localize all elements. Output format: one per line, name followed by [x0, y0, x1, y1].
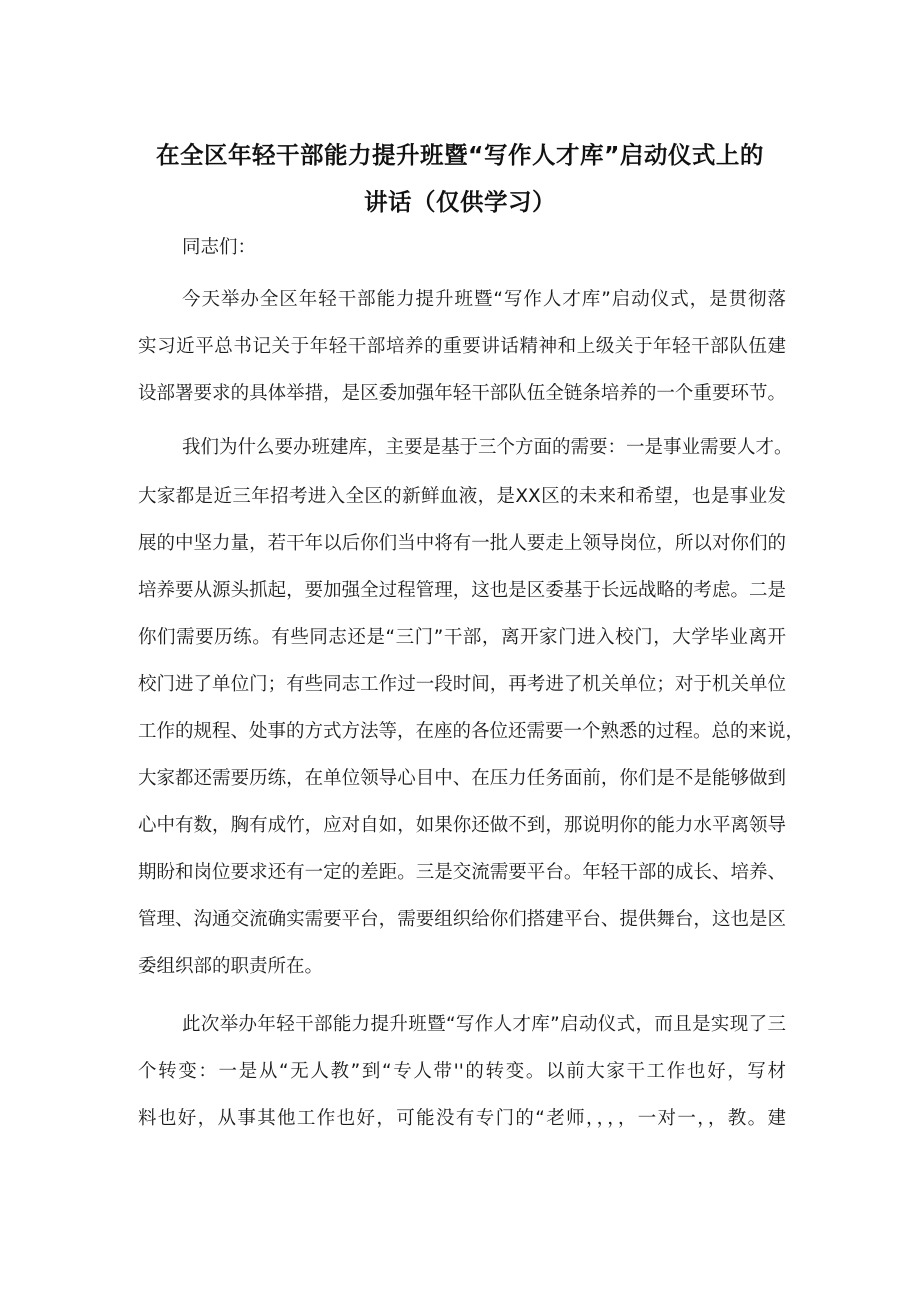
paragraph-2-line-12: 委组织部的职责所在。: [138, 956, 324, 977]
salutation: 同志们：: [182, 237, 257, 258]
paragraph-1-line-3: 设部署要求的具体举措，是区委加强年轻干部队伍全链条培养的一个重要环节。: [138, 383, 786, 404]
paragraph-3-line-2: 个转变：一是从“无人教”到“专人带''的转变。以前大家干工作也好，写材: [138, 1061, 786, 1082]
paragraph-2-line-10: 期盼和岗位要求还有一定的差距。三是交流需要平台。年轻干部的成长、培养、: [138, 862, 786, 883]
paragraph-2-line-9: 心中有数，胸有成竹，应对自如，如果你还做不到，那说明你的能力水平离领导: [138, 815, 786, 836]
paragraph-2-line-5: 你们需要历练。有些同志还是“三门”干部，离开家门进入校门，大学毕业离开: [138, 627, 786, 648]
paragraph-1-line-1: 今天举办全区年轻干部能力提升班暨“写作人才库”启动仪式，是贯彻落: [182, 289, 786, 310]
paragraph-2-line-11: 管理、沟通交流确实需要平台，需要组织给你们搭建平台、提供舞台，这也是区: [138, 909, 786, 930]
paragraph-3-line-1: 此次举办年轻干部能力提升班暨“写作人才库”启动仪式，而且是实现了三: [182, 1014, 786, 1035]
paragraph-2-line-6: 校门进了单位门；有些同志工作过一段时间，再考进了机关单位；对于机关单位: [138, 674, 786, 695]
paragraph-2-line-7: 工作的规程、处事的方式方法等，在座的各位还需要一个熟悉的过程。总的来说，: [138, 721, 805, 742]
paragraph-2-line-2: 大家都是近三年招考进入全区的新鲜血液，是XX区的未来和希望，也是事业发: [138, 486, 786, 507]
document-title-line-2: 讲话（仅供学习）: [364, 188, 556, 216]
paragraph-2-line-1: 我们为什么要办班建库，主要是基于三个方面的需要：一是事业需要人才。: [182, 437, 793, 458]
paragraph-1-line-2: 实习近平总书记关于年轻干部培养的重要讲话精神和上级关于年轻干部队伍建: [138, 336, 786, 357]
document-title-line-1: 在全区年轻干部能力提升班暨“写作人才库”启动仪式上的: [156, 141, 764, 169]
paragraph-2-line-4: 培养要从源头抓起，要加强全过程管理，这也是区委基于长远战略的考虑。二是: [138, 580, 786, 601]
paragraph-3-line-3: 料也好，从事其他工作也好，可能没有专门的“老师，，，，一对一，，教。建: [138, 1108, 786, 1129]
paragraph-2-line-8: 大家都还需要历练，在单位领导心目中、在压力任务面前，你们是不是能够做到: [138, 768, 786, 789]
paragraph-2-line-3: 展的中坚力量，若干年以后你们当中将有一批人要走上领导岗位，所以对你们的: [138, 533, 786, 554]
